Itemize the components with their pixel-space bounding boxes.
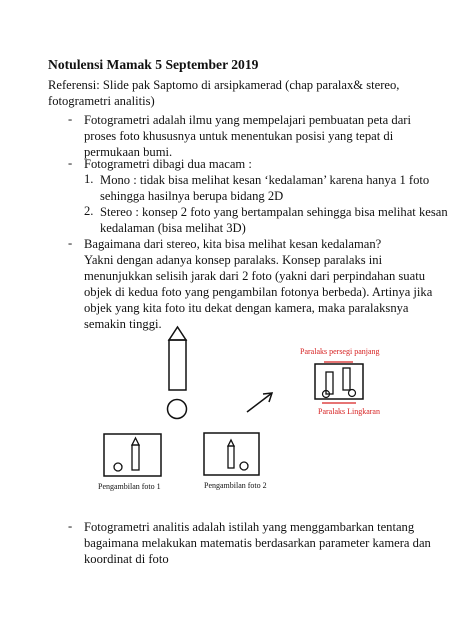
sub-item-1-number: 1. bbox=[84, 172, 94, 186]
bullet-1-line-2: proses foto khususnya untuk menentukan posisi yang tepat di bbox=[84, 129, 394, 143]
bullet-4-line-1: Fotogrametri analitis adalah istilah yang menggambarkan tentang bbox=[84, 520, 415, 534]
bullet-dash: - bbox=[68, 236, 73, 250]
label-circle-parallax: Paralaks Lingkaran bbox=[318, 407, 380, 416]
parallax-overlay-frame bbox=[315, 362, 363, 403]
direction-arrow bbox=[247, 393, 272, 412]
photo-2-frame bbox=[204, 433, 259, 475]
bullet-1-line-3: permukaan bumi. bbox=[84, 145, 173, 159]
sub-item-1-line-1: Mono : tidak bisa melihat kesan ‘kedalaman’ karena hanya 1 foto bbox=[100, 173, 430, 187]
sub-item-2-line-1: Stereo : konsep 2 foto yang bertampalan sehingga bisa melihat kesan bbox=[100, 205, 448, 219]
bullet-2-line-1: Fotogrametri dibagi dua macam : bbox=[84, 157, 252, 171]
photo-1-frame bbox=[104, 434, 161, 476]
circle-object-shape bbox=[168, 400, 187, 419]
bullet-1-line-1: Fotogrametri adalah ilmu yang mempelajari pembuatan peta dari bbox=[84, 113, 411, 127]
bullet-dash: - bbox=[68, 156, 73, 170]
bullet-3-line-3: menunjukkan selisih jarak dari 2 foto (yakni dari perpindahan suatu bbox=[84, 269, 425, 283]
page-title: Notulensi Mamak 5 September 2019 bbox=[48, 57, 259, 72]
sub-item-2-line-2: kedalaman (bisa melihat 3D) bbox=[100, 221, 246, 235]
bullet-3-line-6: semakin tinggi. bbox=[84, 317, 162, 331]
bullet-dash: - bbox=[68, 519, 73, 533]
bullet-3-line-1: Bagaimana dari stereo, kita bisa melihat kesan kedalaman? bbox=[84, 237, 382, 251]
caption-photo-2: Pengambilan foto 2 bbox=[204, 481, 267, 490]
reference-line-1: Referensi: Slide pak Saptomo di arsipkamerad (chap paralax& stereo, bbox=[48, 78, 400, 92]
reference-line-2: fotogrametri analitis) bbox=[48, 94, 155, 108]
label-rect-parallax: Paralaks persegi panjang bbox=[300, 347, 380, 356]
bullet-4-line-3: koordinat di foto bbox=[84, 552, 169, 566]
sub-item-2-number: 2. bbox=[84, 204, 94, 218]
bullet-4-line-2: bagaimana melakukan matematis berdasarkan parameter kamera dan bbox=[84, 536, 431, 550]
bullet-dash: - bbox=[68, 112, 73, 126]
sub-item-1-line-2: sehingga hasilnya berupa bidang 2D bbox=[100, 189, 284, 203]
caption-photo-1: Pengambilan foto 1 bbox=[98, 482, 161, 491]
bullet-3-line-2: Yakni dengan adanya konsep paralaks. Konsep paralaks ini bbox=[84, 253, 383, 267]
tall-object-shape bbox=[169, 327, 186, 390]
bullet-3-line-5: objek yang kita foto itu dekat dengan kamera, maka paralaksnya bbox=[84, 301, 409, 315]
bullet-3-line-4: objek di kedua foto yang pengambilan fotonya berbeda). Artinya jika bbox=[84, 285, 433, 299]
